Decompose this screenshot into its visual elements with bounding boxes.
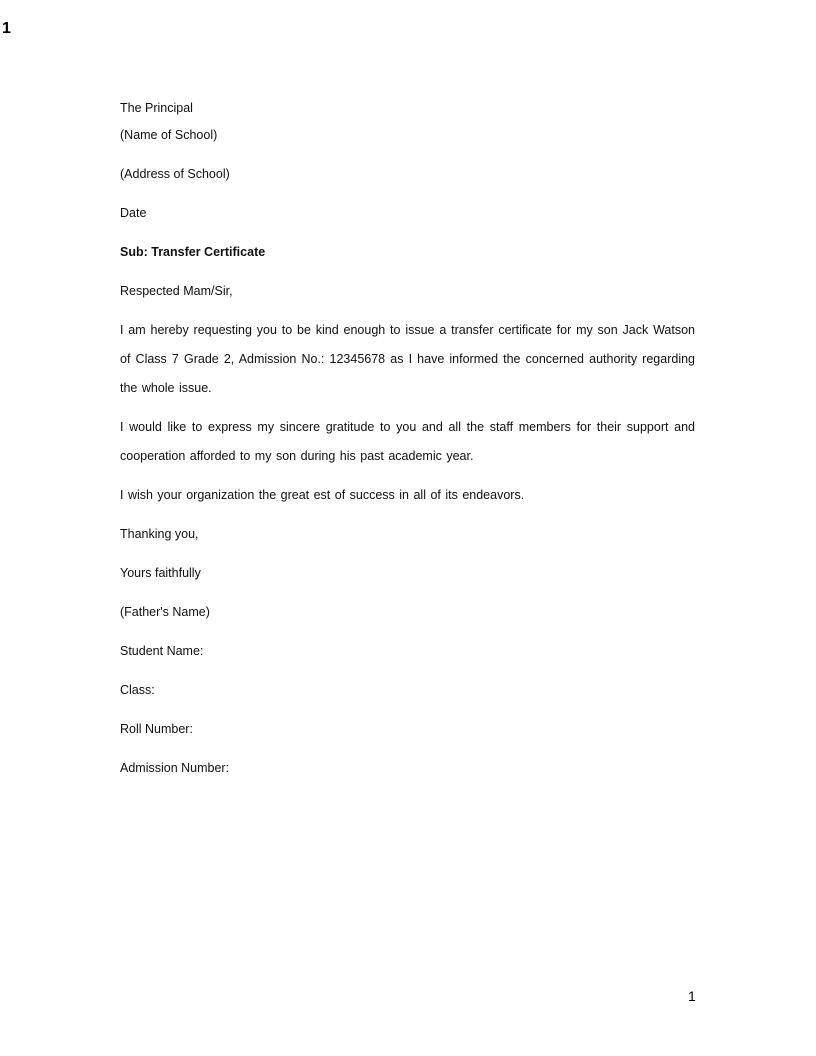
recipient-school-name: (Name of School) <box>120 128 218 142</box>
body-paragraph-wishes: I wish your organization the great est of success in all of its endeavors. <box>120 488 525 502</box>
body-paragraph-request: I am hereby requesting you to be kind enough to issue a transfer certificate for my son Jack Watson of Class 7 Grade 2, Admission No.: 12345678 as I have informed the concerned authority regarding the whole issue. <box>120 323 695 395</box>
recipient-school-address: (Address of School) <box>120 167 230 181</box>
body-paragraph-gratitude: I would like to express my sincere gratitude to you and all the staff members for their support and cooperation afforded to my son during his past academic year. <box>120 420 695 463</box>
footer-page-number: 1 <box>688 988 696 1004</box>
field-roll-number: Roll Number: <box>120 722 193 736</box>
letter-body <box>120 94 695 793</box>
letter-date: Date <box>120 206 147 220</box>
letter-subject: Sub: Transfer Certificate <box>120 245 266 259</box>
recipient-title: The Principal <box>120 101 193 115</box>
field-student-name: Student Name: <box>120 644 204 658</box>
letter-signature: (Father's Name) <box>120 605 210 619</box>
letter-salutation: Respected Mam/Sir, <box>120 284 233 298</box>
letter-closing: Yours faithfully <box>120 566 201 580</box>
letter-thanks: Thanking you, <box>120 527 199 541</box>
field-class: Class: <box>120 683 155 697</box>
field-admission-number: Admission Number: <box>120 761 230 775</box>
corner-page-number: 1 <box>2 20 11 37</box>
